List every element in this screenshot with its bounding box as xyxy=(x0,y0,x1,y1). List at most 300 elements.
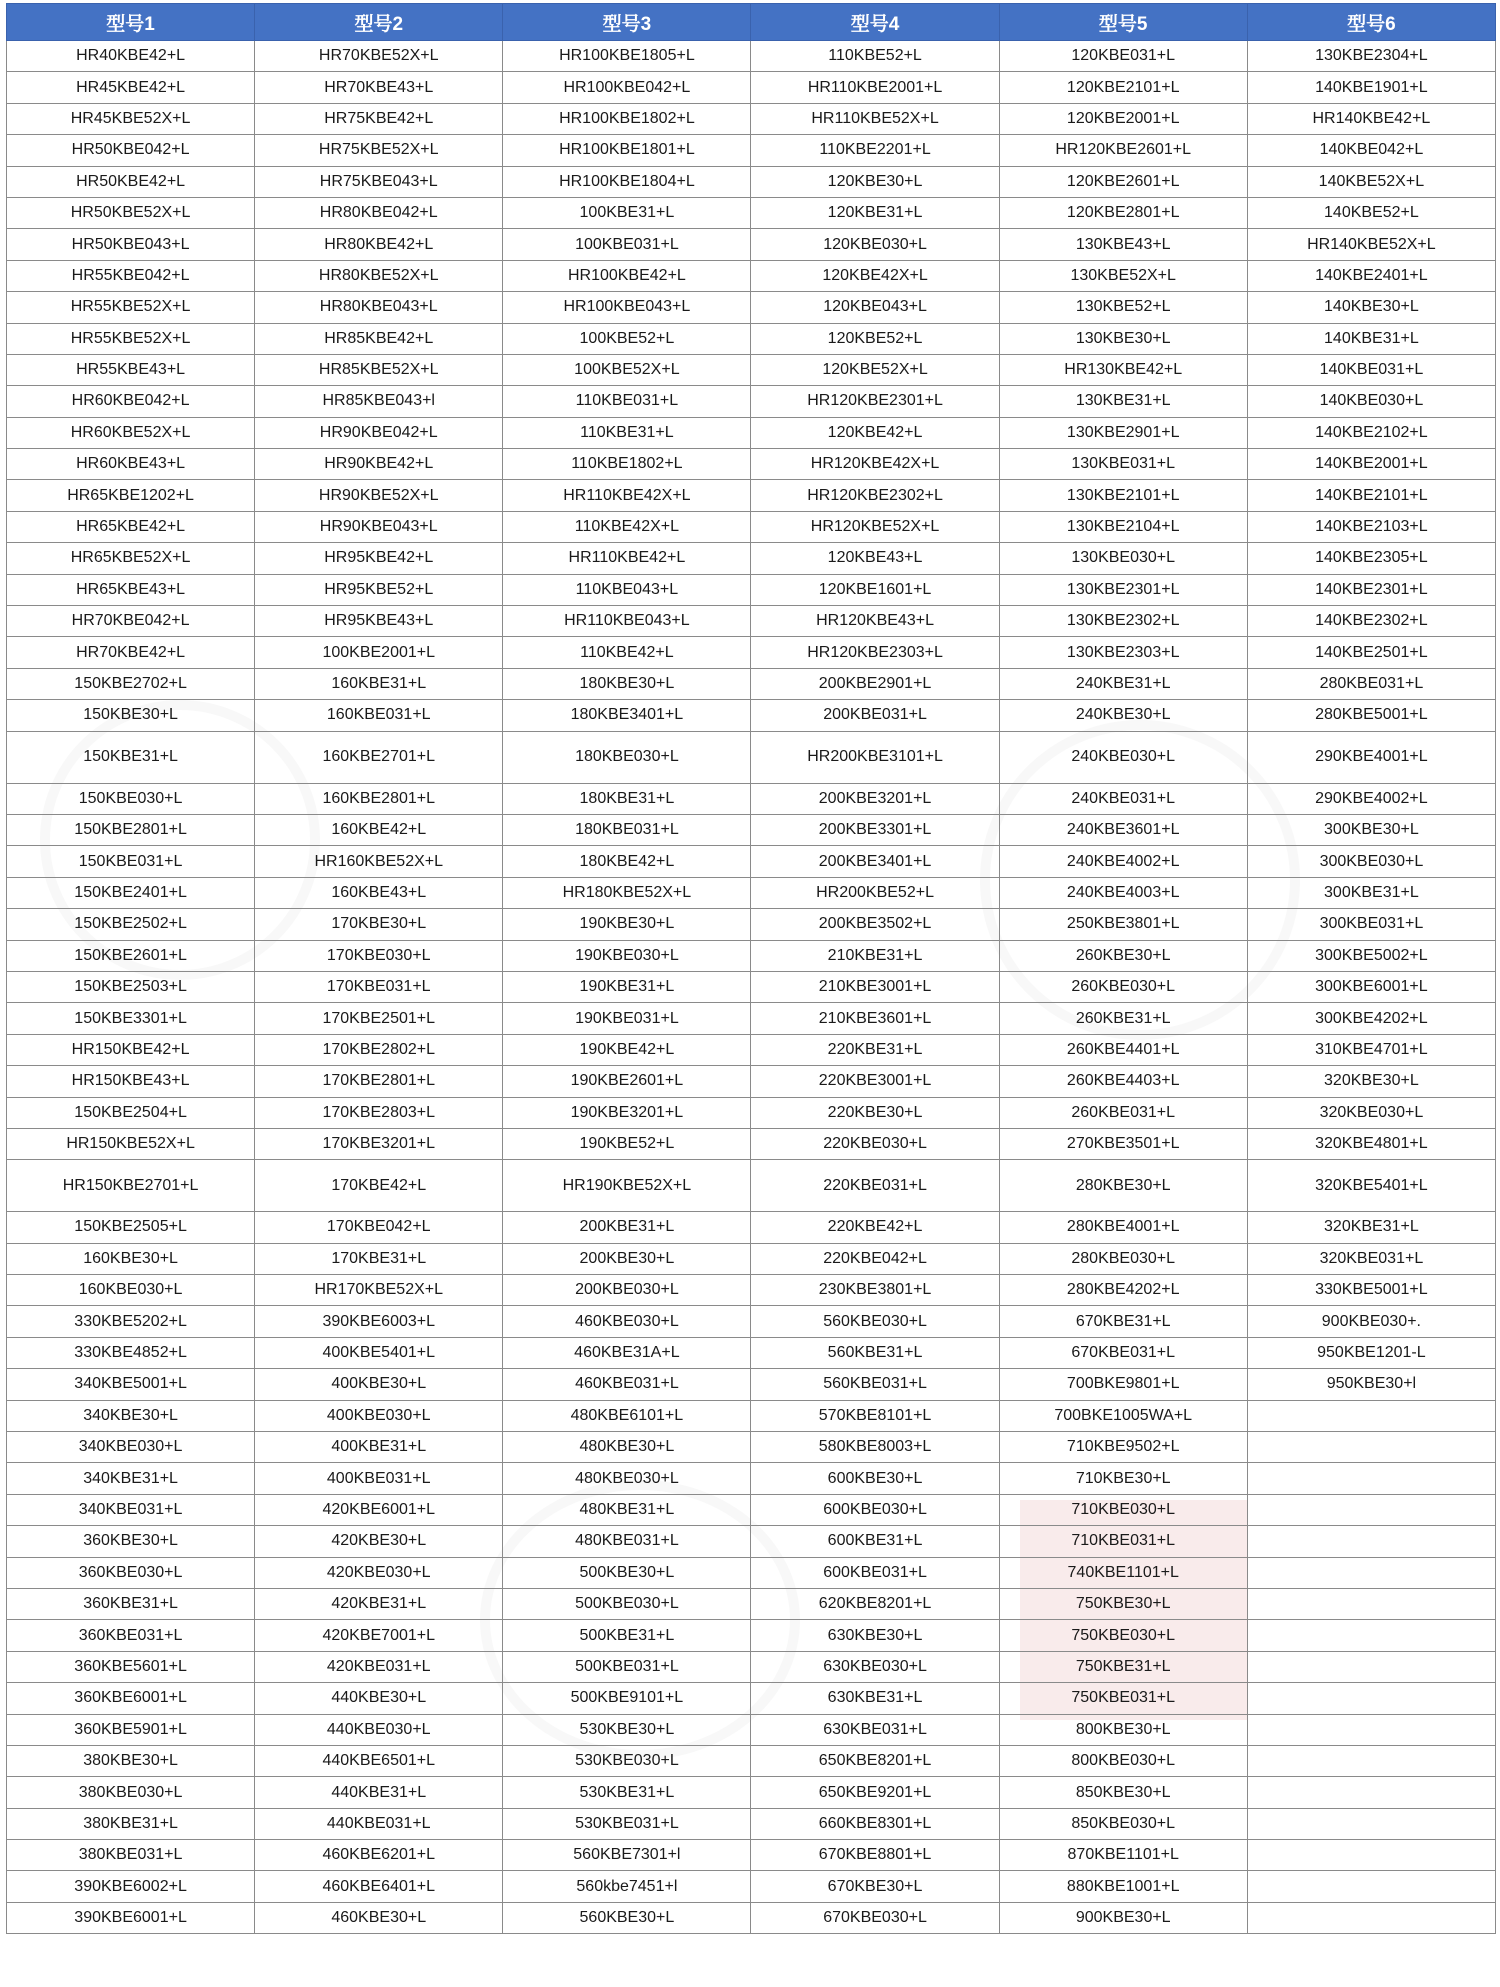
model-cell: 140KBE2301+L xyxy=(1247,574,1495,605)
table-row xyxy=(7,449,1496,480)
model-cell: 200KBE31+L xyxy=(503,1212,751,1243)
model-cell: 530KBE30+L xyxy=(503,1714,751,1745)
model-cell: 270KBE3501+L xyxy=(999,1128,1247,1159)
model-cell: HR85KBE42+L xyxy=(255,323,503,354)
model-cell: 900KBE30+L xyxy=(999,1902,1247,1933)
model-cell: 360KBE31+L xyxy=(7,1588,255,1619)
model-cell: HR50KBE043+L xyxy=(7,229,255,260)
model-cell: HR65KBE1202+L xyxy=(7,480,255,511)
model-cell: 180KBE30+L xyxy=(503,668,751,699)
model-cell: 560KBE031+L xyxy=(751,1369,999,1400)
model-cell: 120KBE030+L xyxy=(751,229,999,260)
model-cell: 620KBE8201+L xyxy=(751,1588,999,1619)
model-cell: 320KBE30+L xyxy=(1247,1066,1495,1097)
model-cell: HR70KBE042+L xyxy=(7,606,255,637)
model-cell: 160KBE2701+L xyxy=(255,731,503,783)
model-cell: 260KBE4401+L xyxy=(999,1034,1247,1065)
model-cell: HR75KBE52X+L xyxy=(255,135,503,166)
model-cell: HR120KBE2301+L xyxy=(751,386,999,417)
model-cell: 140KBE30+L xyxy=(1247,292,1495,323)
empty-cell xyxy=(1247,1902,1495,1933)
model-cell: 150KBE2601+L xyxy=(7,940,255,971)
model-cell: 260KBE031+L xyxy=(999,1097,1247,1128)
model-cell: HR90KBE043+L xyxy=(255,511,503,542)
model-cell: 140KBE31+L xyxy=(1247,323,1495,354)
model-cell: 500KBE031+L xyxy=(503,1651,751,1682)
model-cell: 110KBE043+L xyxy=(503,574,751,605)
bearing-model-table xyxy=(6,3,1496,1934)
empty-cell xyxy=(1247,1683,1495,1714)
model-cell: HR110KBE42+L xyxy=(503,543,751,574)
model-cell: 190KBE3201+L xyxy=(503,1097,751,1128)
model-cell: HR60KBE042+L xyxy=(7,386,255,417)
model-cell: 200KBE030+L xyxy=(503,1275,751,1306)
model-cell: HR150KBE2701+L xyxy=(7,1160,255,1212)
model-cell: 670KBE8801+L xyxy=(751,1840,999,1871)
table-row xyxy=(7,668,1496,699)
model-cell: 170KBE2501+L xyxy=(255,1003,503,1034)
table-row xyxy=(7,940,1496,971)
model-cell: 850KBE030+L xyxy=(999,1808,1247,1839)
empty-cell xyxy=(1247,1714,1495,1745)
model-cell: 420KBE030+L xyxy=(255,1557,503,1588)
model-cell: 900KBE030+. xyxy=(1247,1306,1495,1337)
model-cell: 120KBE52X+L xyxy=(751,354,999,385)
table-row xyxy=(7,543,1496,574)
table-row xyxy=(7,1034,1496,1065)
model-cell: HR40KBE42+L xyxy=(7,41,255,72)
model-cell: 740KBE1101+L xyxy=(999,1557,1247,1588)
empty-cell xyxy=(1247,1777,1495,1808)
model-cell: 240KBE030+L xyxy=(999,731,1247,783)
model-cell: 150KBE31+L xyxy=(7,731,255,783)
model-cell: 210KBE3601+L xyxy=(751,1003,999,1034)
model-cell: HR75KBE043+L xyxy=(255,166,503,197)
model-cell: 300KBE4202+L xyxy=(1247,1003,1495,1034)
model-cell: 630KBE31+L xyxy=(751,1683,999,1714)
model-cell: 460KBE031+L xyxy=(503,1369,751,1400)
model-cell: 130KBE2303+L xyxy=(999,637,1247,668)
model-cell: 400KBE30+L xyxy=(255,1369,503,1400)
model-cell: HR65KBE52X+L xyxy=(7,543,255,574)
model-cell: 340KBE30+L xyxy=(7,1400,255,1431)
model-cell: HR100KBE042+L xyxy=(503,72,751,103)
model-cell: 240KBE30+L xyxy=(999,700,1247,731)
model-cell: 850KBE30+L xyxy=(999,1777,1247,1808)
model-cell: 600KBE31+L xyxy=(751,1526,999,1557)
model-cell: 480KBE031+L xyxy=(503,1526,751,1557)
model-cell: 240KBE4003+L xyxy=(999,877,1247,908)
model-cell: 190KBE031+L xyxy=(503,1003,751,1034)
model-cell: 160KBE30+L xyxy=(7,1243,255,1274)
model-cell: 130KBE43+L xyxy=(999,229,1247,260)
table-row xyxy=(7,1777,1496,1808)
model-cell: 420KBE31+L xyxy=(255,1588,503,1619)
model-cell: 400KBE5401+L xyxy=(255,1337,503,1368)
model-cell: 570KBE8101+L xyxy=(751,1400,999,1431)
model-cell: 600KBE031+L xyxy=(751,1557,999,1588)
table-row xyxy=(7,511,1496,542)
model-cell: 120KBE42+L xyxy=(751,417,999,448)
model-cell: 200KBE30+L xyxy=(503,1243,751,1274)
model-cell: 210KBE3001+L xyxy=(751,971,999,1002)
model-cell: 560kbe7451+l xyxy=(503,1871,751,1902)
model-cell: HR90KBE042+L xyxy=(255,417,503,448)
model-cell: 700BKE9801+L xyxy=(999,1369,1247,1400)
table-row xyxy=(7,229,1496,260)
empty-cell xyxy=(1247,1620,1495,1651)
model-cell: 240KBE4002+L xyxy=(999,846,1247,877)
model-cell: HR70KBE52X+L xyxy=(255,41,503,72)
model-cell: HR120KBE42X+L xyxy=(751,449,999,480)
model-cell: 170KBE030+L xyxy=(255,940,503,971)
table-row xyxy=(7,41,1496,72)
model-cell: 170KBE2802+L xyxy=(255,1034,503,1065)
model-cell: 280KBE4202+L xyxy=(999,1275,1247,1306)
model-cell: 480KBE31+L xyxy=(503,1494,751,1525)
model-cell: 130KBE30+L xyxy=(999,323,1247,354)
model-cell: 670KBE31+L xyxy=(999,1306,1247,1337)
model-cell: HR85KBE52X+L xyxy=(255,354,503,385)
model-cell: 420KBE6001+L xyxy=(255,1494,503,1525)
model-cell: HR100KBE1801+L xyxy=(503,135,751,166)
model-cell: 160KBE2801+L xyxy=(255,783,503,814)
table-row xyxy=(7,971,1496,1002)
model-cell: 300KBE30+L xyxy=(1247,814,1495,845)
model-cell: 150KBE2801+L xyxy=(7,814,255,845)
model-cell: 950KBE1201-L xyxy=(1247,1337,1495,1368)
model-cell: 150KBE3301+L xyxy=(7,1003,255,1034)
model-cell: 710KBE031+L xyxy=(999,1526,1247,1557)
model-cell: HR50KBE42+L xyxy=(7,166,255,197)
model-cell: 200KBE3301+L xyxy=(751,814,999,845)
table-row xyxy=(7,814,1496,845)
model-cell: 220KBE42+L xyxy=(751,1212,999,1243)
model-cell: 670KBE30+L xyxy=(751,1871,999,1902)
model-cell: HR75KBE42+L xyxy=(255,103,503,134)
empty-cell xyxy=(1247,1871,1495,1902)
empty-cell xyxy=(1247,1526,1495,1557)
table-row xyxy=(7,1097,1496,1128)
model-cell: 710KBE30+L xyxy=(999,1463,1247,1494)
model-cell: 190KBE30+L xyxy=(503,909,751,940)
table-row xyxy=(7,700,1496,731)
table-row xyxy=(7,480,1496,511)
model-cell: 280KBE4001+L xyxy=(999,1212,1247,1243)
model-cell: HR60KBE52X+L xyxy=(7,417,255,448)
model-cell: HR110KBE2001+L xyxy=(751,72,999,103)
model-cell: 310KBE4701+L xyxy=(1247,1034,1495,1065)
model-cell: 390KBE6002+L xyxy=(7,1871,255,1902)
model-cell: 100KBE52+L xyxy=(503,323,751,354)
empty-cell xyxy=(1247,1588,1495,1619)
model-cell: 130KBE2301+L xyxy=(999,574,1247,605)
model-cell: 360KBE030+L xyxy=(7,1557,255,1588)
model-cell: HR70KBE43+L xyxy=(255,72,503,103)
table-row xyxy=(7,1557,1496,1588)
model-cell: 280KBE031+L xyxy=(1247,668,1495,699)
table-row xyxy=(7,783,1496,814)
model-cell: 320KBE030+L xyxy=(1247,1097,1495,1128)
model-cell: 170KBE2801+L xyxy=(255,1066,503,1097)
model-cell: 400KBE31+L xyxy=(255,1432,503,1463)
table-row xyxy=(7,1620,1496,1651)
table-row xyxy=(7,260,1496,291)
model-cell: 870KBE1101+L xyxy=(999,1840,1247,1871)
model-cell: 280KBE030+L xyxy=(999,1243,1247,1274)
model-cell: 240KBE031+L xyxy=(999,783,1247,814)
table-row xyxy=(7,1651,1496,1682)
model-cell: 160KBE42+L xyxy=(255,814,503,845)
model-cell: 130KBE31+L xyxy=(999,386,1247,417)
model-cell: 110KBE031+L xyxy=(503,386,751,417)
bearing-model-table-container xyxy=(6,3,1496,1934)
model-cell: 170KBE3201+L xyxy=(255,1128,503,1159)
table-row xyxy=(7,846,1496,877)
model-cell: 100KBE52X+L xyxy=(503,354,751,385)
model-cell: 260KBE030+L xyxy=(999,971,1247,1002)
model-cell: HR90KBE42+L xyxy=(255,449,503,480)
model-cell: HR170KBE52X+L xyxy=(255,1275,503,1306)
model-cell: HR120KBE2302+L xyxy=(751,480,999,511)
empty-cell xyxy=(1247,1494,1495,1525)
model-cell: 140KBE52X+L xyxy=(1247,166,1495,197)
table-row xyxy=(7,1400,1496,1431)
model-cell: 110KBE31+L xyxy=(503,417,751,448)
table-row xyxy=(7,1160,1496,1212)
model-cell: 750KBE030+L xyxy=(999,1620,1247,1651)
model-cell: HR120KBE52X+L xyxy=(751,511,999,542)
column-header-4: 型号4 xyxy=(751,4,999,41)
model-cell: 120KBE043+L xyxy=(751,292,999,323)
model-cell: HR80KBE42+L xyxy=(255,229,503,260)
model-cell: 800KBE030+L xyxy=(999,1745,1247,1776)
table-row xyxy=(7,1526,1496,1557)
table-row xyxy=(7,1494,1496,1525)
model-cell: 190KBE030+L xyxy=(503,940,751,971)
model-cell: HR100KBE42+L xyxy=(503,260,751,291)
table-row xyxy=(7,166,1496,197)
model-cell: 160KBE31+L xyxy=(255,668,503,699)
model-cell: 340KBE5001+L xyxy=(7,1369,255,1400)
model-cell: 300KBE5002+L xyxy=(1247,940,1495,971)
model-cell: 500KBE9101+L xyxy=(503,1683,751,1714)
table-row xyxy=(7,1745,1496,1776)
model-cell: 120KBE2101+L xyxy=(999,72,1247,103)
model-cell: 170KBE031+L xyxy=(255,971,503,1002)
model-cell: HR100KBE043+L xyxy=(503,292,751,323)
model-cell: 120KBE42X+L xyxy=(751,260,999,291)
model-cell: HR85KBE043+l xyxy=(255,386,503,417)
model-cell: HR200KBE52+L xyxy=(751,877,999,908)
model-cell: 530KBE31+L xyxy=(503,1777,751,1808)
table-row xyxy=(7,103,1496,134)
model-cell: 150KBE031+L xyxy=(7,846,255,877)
model-cell: HR60KBE43+L xyxy=(7,449,255,480)
model-cell: 320KBE4801+L xyxy=(1247,1128,1495,1159)
table-row xyxy=(7,386,1496,417)
table-row xyxy=(7,909,1496,940)
model-cell: 230KBE3801+L xyxy=(751,1275,999,1306)
model-cell: 220KBE30+L xyxy=(751,1097,999,1128)
model-cell: 160KBE030+L xyxy=(7,1275,255,1306)
table-row xyxy=(7,72,1496,103)
model-cell: HR45KBE52X+L xyxy=(7,103,255,134)
table-row xyxy=(7,1212,1496,1243)
model-cell: 360KBE031+L xyxy=(7,1620,255,1651)
table-row xyxy=(7,1463,1496,1494)
model-cell: 220KBE042+L xyxy=(751,1243,999,1274)
model-cell: HR95KBE52+L xyxy=(255,574,503,605)
model-cell: 300KBE31+L xyxy=(1247,877,1495,908)
model-cell: 880KBE1001+L xyxy=(999,1871,1247,1902)
model-cell: 440KBE6501+L xyxy=(255,1745,503,1776)
model-cell: HR200KBE3101+L xyxy=(751,731,999,783)
model-cell: 100KBE31+L xyxy=(503,197,751,228)
table-row xyxy=(7,1840,1496,1871)
model-cell: 120KBE30+L xyxy=(751,166,999,197)
model-cell: 130KBE031+L xyxy=(999,449,1247,480)
model-cell: 530KBE030+L xyxy=(503,1745,751,1776)
model-cell: 140KBE042+L xyxy=(1247,135,1495,166)
model-cell: HR190KBE52X+L xyxy=(503,1160,751,1212)
model-cell: 330KBE4852+L xyxy=(7,1337,255,1368)
model-cell: 150KBE30+L xyxy=(7,700,255,731)
model-cell: 260KBE30+L xyxy=(999,940,1247,971)
model-cell: 140KBE1901+L xyxy=(1247,72,1495,103)
model-cell: 170KBE42+L xyxy=(255,1160,503,1212)
table-row xyxy=(7,1588,1496,1619)
model-cell: 340KBE030+L xyxy=(7,1432,255,1463)
model-cell: HR150KBE43+L xyxy=(7,1066,255,1097)
model-cell: 560KBE030+L xyxy=(751,1306,999,1337)
table-row xyxy=(7,1306,1496,1337)
model-cell: 140KBE2401+L xyxy=(1247,260,1495,291)
model-cell: HR80KBE042+L xyxy=(255,197,503,228)
empty-cell xyxy=(1247,1557,1495,1588)
model-cell: HR95KBE43+L xyxy=(255,606,503,637)
model-cell: 150KBE2401+L xyxy=(7,877,255,908)
column-header-2: 型号2 xyxy=(255,4,503,41)
table-row xyxy=(7,1683,1496,1714)
model-cell: 140KBE52+L xyxy=(1247,197,1495,228)
model-cell: 560KBE30+L xyxy=(503,1902,751,1933)
table-row xyxy=(7,1714,1496,1745)
model-cell: 290KBE4002+L xyxy=(1247,783,1495,814)
model-cell: 190KBE52+L xyxy=(503,1128,751,1159)
model-cell: 170KBE2803+L xyxy=(255,1097,503,1128)
model-cell: 330KBE5001+L xyxy=(1247,1275,1495,1306)
empty-cell xyxy=(1247,1400,1495,1431)
model-cell: 220KBE030+L xyxy=(751,1128,999,1159)
model-cell: 300KBE030+L xyxy=(1247,846,1495,877)
model-cell: 440KBE031+L xyxy=(255,1808,503,1839)
model-cell: 360KBE5901+L xyxy=(7,1714,255,1745)
table-row xyxy=(7,1808,1496,1839)
model-cell: 390KBE6003+L xyxy=(255,1306,503,1337)
model-cell: 480KBE6101+L xyxy=(503,1400,751,1431)
model-cell: 290KBE4001+L xyxy=(1247,731,1495,783)
model-cell: 130KBE2104+L xyxy=(999,511,1247,542)
model-cell: 800KBE30+L xyxy=(999,1714,1247,1745)
model-cell: 360KBE30+L xyxy=(7,1526,255,1557)
model-cell: 130KBE030+L xyxy=(999,543,1247,574)
table-row xyxy=(7,1337,1496,1368)
model-cell: 150KBE2502+L xyxy=(7,909,255,940)
model-cell: 220KBE3001+L xyxy=(751,1066,999,1097)
model-cell: HR120KBE2303+L xyxy=(751,637,999,668)
model-cell: HR130KBE42+L xyxy=(999,354,1247,385)
model-cell: 630KBE030+L xyxy=(751,1651,999,1682)
model-cell: 120KBE031+L xyxy=(999,41,1247,72)
model-cell: HR100KBE1802+L xyxy=(503,103,751,134)
table-row xyxy=(7,1871,1496,1902)
model-cell: 150KBE2503+L xyxy=(7,971,255,1002)
model-cell: 390KBE6001+L xyxy=(7,1902,255,1933)
model-cell: 480KBE30+L xyxy=(503,1432,751,1463)
model-cell: 160KBE43+L xyxy=(255,877,503,908)
empty-cell xyxy=(1247,1745,1495,1776)
model-cell: 140KBE2001+L xyxy=(1247,449,1495,480)
model-cell: HR150KBE42+L xyxy=(7,1034,255,1065)
table-row xyxy=(7,197,1496,228)
model-cell: 180KBE31+L xyxy=(503,783,751,814)
model-cell: 400KBE030+L xyxy=(255,1400,503,1431)
model-cell: HR95KBE42+L xyxy=(255,543,503,574)
table-row xyxy=(7,1066,1496,1097)
model-cell: 670KBE031+L xyxy=(999,1337,1247,1368)
model-cell: 340KBE31+L xyxy=(7,1463,255,1494)
model-cell: 530KBE031+L xyxy=(503,1808,751,1839)
model-cell: 140KBE2101+L xyxy=(1247,480,1495,511)
model-cell: 260KBE31+L xyxy=(999,1003,1247,1034)
model-cell: 100KBE031+L xyxy=(503,229,751,260)
model-cell: 480KBE030+L xyxy=(503,1463,751,1494)
model-cell: HR65KBE42+L xyxy=(7,511,255,542)
empty-cell xyxy=(1247,1840,1495,1871)
model-cell: 360KBE6001+L xyxy=(7,1683,255,1714)
model-cell: 750KBE31+L xyxy=(999,1651,1247,1682)
model-cell: 200KBE3201+L xyxy=(751,783,999,814)
model-cell: HR160KBE52X+L xyxy=(255,846,503,877)
model-cell: 110KBE2201+L xyxy=(751,135,999,166)
model-cell: 500KBE030+L xyxy=(503,1588,751,1619)
model-cell: HR100KBE1804+L xyxy=(503,166,751,197)
model-cell: 220KBE031+L xyxy=(751,1160,999,1212)
model-cell: 650KBE8201+L xyxy=(751,1745,999,1776)
column-header-6: 型号6 xyxy=(1247,4,1495,41)
model-cell: 440KBE30+L xyxy=(255,1683,503,1714)
model-cell: 110KBE42X+L xyxy=(503,511,751,542)
model-cell: 140KBE2103+L xyxy=(1247,511,1495,542)
model-cell: 120KBE43+L xyxy=(751,543,999,574)
model-cell: 380KBE031+L xyxy=(7,1840,255,1871)
model-cell: 200KBE031+L xyxy=(751,700,999,731)
model-cell: HR120KBE2601+L xyxy=(999,135,1247,166)
model-cell: 660KBE8301+L xyxy=(751,1808,999,1839)
empty-cell xyxy=(1247,1808,1495,1839)
model-cell: HR55KBE52X+L xyxy=(7,323,255,354)
model-cell: 140KBE2302+L xyxy=(1247,606,1495,637)
model-cell: HR50KBE042+L xyxy=(7,135,255,166)
model-cell: 650KBE9201+L xyxy=(751,1777,999,1808)
model-cell: 120KBE1601+L xyxy=(751,574,999,605)
model-cell: 180KBE3401+L xyxy=(503,700,751,731)
empty-cell xyxy=(1247,1651,1495,1682)
model-cell: 190KBE42+L xyxy=(503,1034,751,1065)
table-row xyxy=(7,731,1496,783)
model-cell: HR70KBE42+L xyxy=(7,637,255,668)
